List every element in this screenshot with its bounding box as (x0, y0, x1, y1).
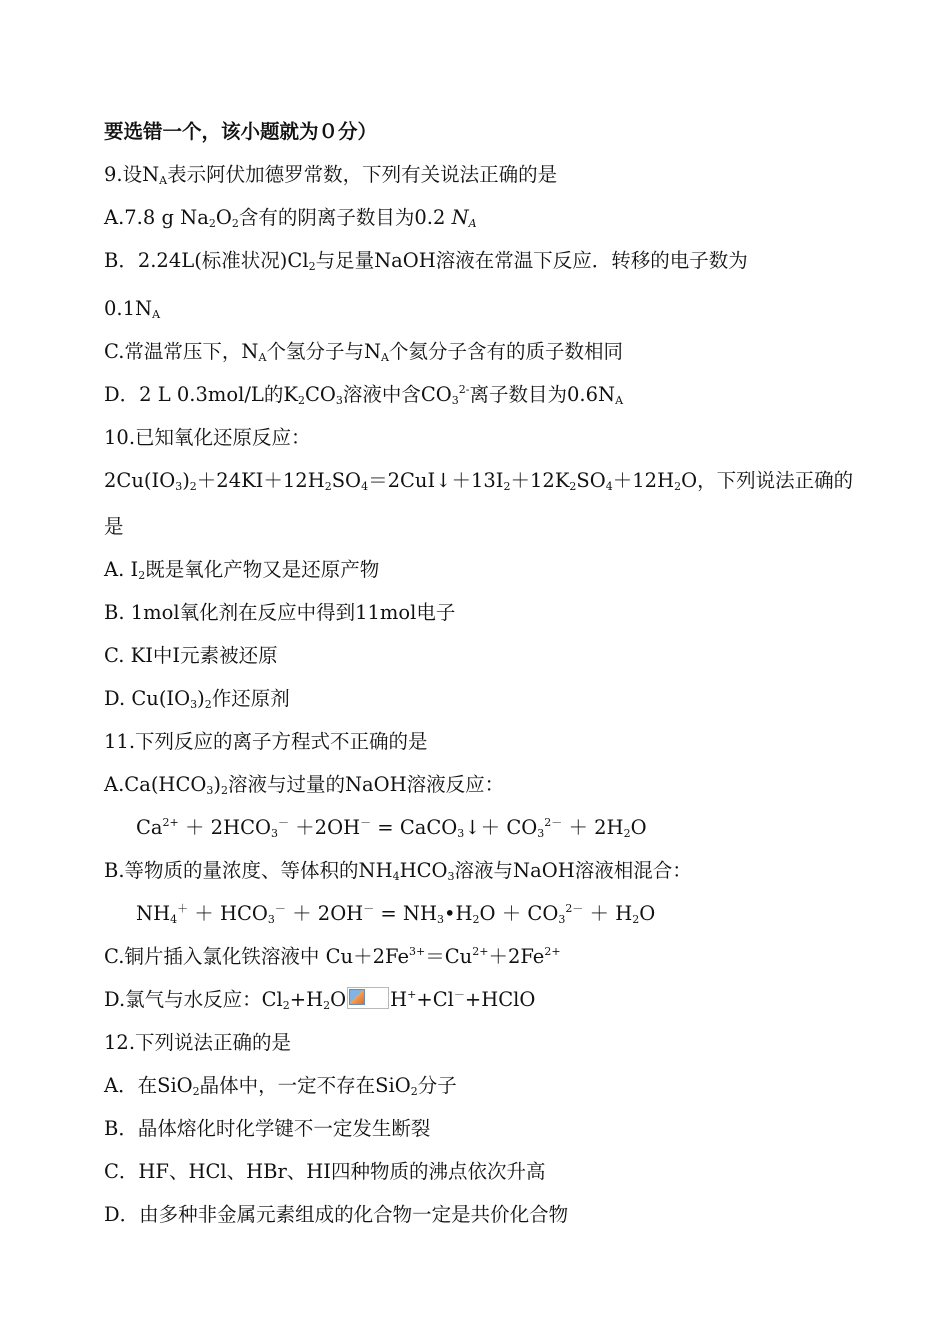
text-run: 个氢分子与N (266, 340, 382, 363)
question-10-option-a (104, 556, 379, 584)
text-run: B. 1mol氧化剂在反应中得到11mol电子 (104, 601, 456, 624)
superscript: － (453, 988, 465, 1001)
subscript: 3 (267, 913, 275, 926)
text-run: D.氯气与水反应：Cl (104, 988, 283, 1011)
question-11-stem (104, 728, 428, 756)
question-11-option-c (104, 943, 561, 971)
scoring-note (104, 118, 377, 146)
text-run: •H (444, 902, 473, 925)
superscript: － (274, 902, 286, 915)
superscript: 2+ (162, 816, 179, 829)
text-run: ＋ 2HCO (178, 816, 271, 839)
text-run: D．2 L 0.3mol/L的K (104, 383, 298, 406)
text-run: 11.下列反应的离子方程式不正确的是 (104, 730, 428, 753)
superscript: 2－ (565, 902, 584, 915)
text-run: +Cl (416, 988, 454, 1011)
text-run: 分子 (417, 1074, 457, 1097)
question-9-option-a (104, 204, 477, 232)
text-run: 溶液中含CO (342, 383, 452, 406)
superscript: + (407, 988, 417, 1001)
superscript: 2- (458, 383, 470, 396)
text-run: O (630, 816, 647, 839)
subscript: 3 (457, 827, 465, 840)
text-run: 与足量NaOH溶液在常温下反应．转移的电子数为 (315, 249, 748, 272)
text-run: 溶液与NaOH溶液相混合： (454, 859, 692, 882)
text-run: 0.1N (104, 297, 153, 320)
subscript: 3 (437, 913, 444, 926)
subscript: A (152, 308, 161, 321)
text-run: SO (576, 469, 606, 492)
subscript: A (381, 351, 389, 364)
subscript: A (258, 351, 267, 364)
text-run: ＋12K (510, 469, 570, 492)
question-9-option-d (104, 381, 623, 409)
question-9-stem (104, 161, 557, 189)
question-10-equation (104, 467, 853, 495)
subscript: 2 (138, 569, 146, 582)
text-run: ) (182, 469, 190, 492)
text-run: ＝Cu (425, 945, 473, 968)
text-run: A. I (104, 558, 139, 581)
text-run: ) (197, 687, 205, 710)
text-run: +HClO (464, 988, 536, 1011)
question-10-option-d (104, 685, 290, 713)
subscript: 2 (208, 217, 216, 230)
subscript: 3 (451, 394, 459, 407)
text-run: 离子数目为0.6N (469, 383, 616, 406)
text-run: 既是氧化产物又是还原产物 (145, 558, 380, 581)
superscript: － (363, 902, 375, 915)
text-run: A．在SiO (104, 1074, 193, 1097)
superscript: － (360, 816, 372, 829)
subscript: 2 (324, 480, 332, 493)
text-run: ＋ HCO (188, 902, 268, 925)
subscript: 4 (170, 913, 178, 926)
question-9-option-c (104, 338, 623, 366)
text-run: ＋ H (583, 902, 633, 925)
text-run: 是 (104, 515, 124, 538)
superscript: 2－ (544, 816, 563, 829)
text-run: C.铜片插入氯化铁溶液中 Cu＋2Fe (104, 945, 410, 968)
subscript: 2 (282, 999, 290, 1012)
text-run: = NH (374, 902, 437, 925)
text-run: O (215, 206, 232, 229)
broken-image-icon (347, 987, 389, 1009)
subscript: 3 (558, 913, 566, 926)
text-run: ＋2Fe (488, 945, 545, 968)
text-run: N (451, 206, 469, 229)
text-run: 个氦分子含有的质子数相同 (388, 340, 623, 363)
question-9-option-b-cont (104, 295, 160, 323)
text-run: H (390, 988, 408, 1011)
question-9-option-b (104, 247, 748, 275)
superscript: 3+ (409, 945, 426, 958)
subscript: 3 (175, 480, 183, 493)
subscript: 2 (472, 913, 480, 926)
text-run: 晶体中，一定不存在SiO (199, 1074, 411, 1097)
subscript: 3 (335, 394, 343, 407)
text-run: SO (331, 469, 362, 492)
question-11-option-a (104, 771, 504, 799)
question-12-option-a (104, 1072, 457, 1100)
text-run: HCO (399, 859, 448, 882)
question-11-option-d (104, 986, 535, 1014)
subscript: 2 (569, 480, 577, 493)
subscript: A (159, 174, 168, 187)
text-run: ＋ 2H (562, 816, 624, 839)
subscript: A (468, 217, 477, 230)
text-run: C.常温常压下，N (104, 340, 259, 363)
subscript: 3 (537, 827, 545, 840)
text-run: O，下列说法正确的 (681, 469, 854, 492)
subscript: 2 (632, 913, 640, 926)
text-run: ↓＋ CO (464, 816, 538, 839)
subscript: 2 (189, 480, 197, 493)
text-run: A.Ca(HCO (104, 773, 207, 796)
subscript: 3 (190, 698, 198, 711)
superscript: 2+ (544, 945, 561, 958)
question-12-stem (104, 1029, 291, 1057)
subscript: 2 (308, 260, 316, 273)
text-run: 2Cu(IO (104, 469, 176, 492)
text-run: +H (289, 988, 324, 1011)
superscript: 2+ (472, 945, 489, 958)
text-run: Ca (136, 816, 163, 839)
question-11-option-a-equation (136, 814, 647, 842)
text-run: 溶液与过量的NaOH溶液反应： (227, 773, 505, 796)
question-10-option-b (104, 599, 455, 627)
subscript: 2 (220, 784, 228, 797)
question-12-option-b (104, 1115, 430, 1143)
question-12-option-d (104, 1201, 568, 1229)
text-run: 10.已知氧化还原反应： (104, 426, 311, 449)
text-run: 12.下列说法正确的是 (104, 1031, 292, 1054)
text-run: ＋12H (612, 469, 675, 492)
question-12-option-c (104, 1158, 545, 1186)
text-run (349, 989, 365, 1005)
subscript: 2 (192, 1085, 200, 1098)
text-run: 表示阿伏加德罗常数，下列有关说法正确的是 (167, 163, 558, 186)
text-run: 9.设N (104, 163, 160, 186)
question-11-option-b-equation (136, 900, 655, 928)
question-10-option-c (104, 642, 278, 670)
subscript: 2 (231, 217, 239, 230)
text-run: 要选错一个，该小题就为０分） (104, 120, 378, 143)
superscript: － (277, 816, 289, 829)
text-run: D. Cu(IO (104, 687, 191, 710)
text-run: ＋2OH (288, 816, 361, 839)
text-run: D．由多种非金属元素组成的化合物一定是共价化合物 (104, 1203, 569, 1226)
subscript: 2 (674, 480, 682, 493)
text-run: CO (304, 383, 336, 406)
text-run: O ＋ CO (479, 902, 559, 925)
text-run: B.等物质的量浓度、等体积的NH (104, 859, 393, 882)
text-run: ＝2CuI↓＋13I (368, 469, 504, 492)
text-run: B．晶体熔化时化学键不一定发生断裂 (104, 1117, 431, 1140)
subscript: 4 (361, 480, 369, 493)
subscript: A (615, 394, 624, 407)
subscript: 2 (204, 698, 212, 711)
question-10-equation-cont (104, 513, 124, 541)
superscript: ＋ (177, 902, 189, 915)
subscript: 3 (206, 784, 214, 797)
subscript: 2 (410, 1085, 418, 1098)
text-run: O (639, 902, 656, 925)
text-run: = CaCO (371, 816, 458, 839)
subscript: 3 (447, 870, 455, 883)
text-run: NH (136, 902, 171, 925)
text-run: 作还原剂 (211, 687, 290, 710)
subscript: 2 (323, 999, 331, 1012)
text-run: C. KI中I元素被还原 (104, 644, 278, 667)
question-11-option-b (104, 857, 692, 885)
subscript: 4 (605, 480, 613, 493)
text-run: 含有的阴离子数目为0.2 (238, 206, 452, 229)
text-run: A.7.8 g Na (104, 206, 209, 229)
subscript: 3 (270, 827, 278, 840)
question-10-stem (104, 424, 311, 452)
subscript: 2 (297, 394, 305, 407)
text-run: ＋ 2OH (285, 902, 364, 925)
subscript: 2 (623, 827, 631, 840)
text-run: C．HF、HCl、HBr、HI四种物质的沸点依次升高 (104, 1160, 546, 1183)
text-run: ) (213, 773, 221, 796)
text-run: ＋24KI＋12H (196, 469, 325, 492)
text-run: O (330, 988, 347, 1011)
text-run: B．2.24L(标准状况)Cl (104, 249, 309, 272)
subscript: 2 (503, 480, 511, 493)
subscript: 4 (392, 870, 400, 883)
